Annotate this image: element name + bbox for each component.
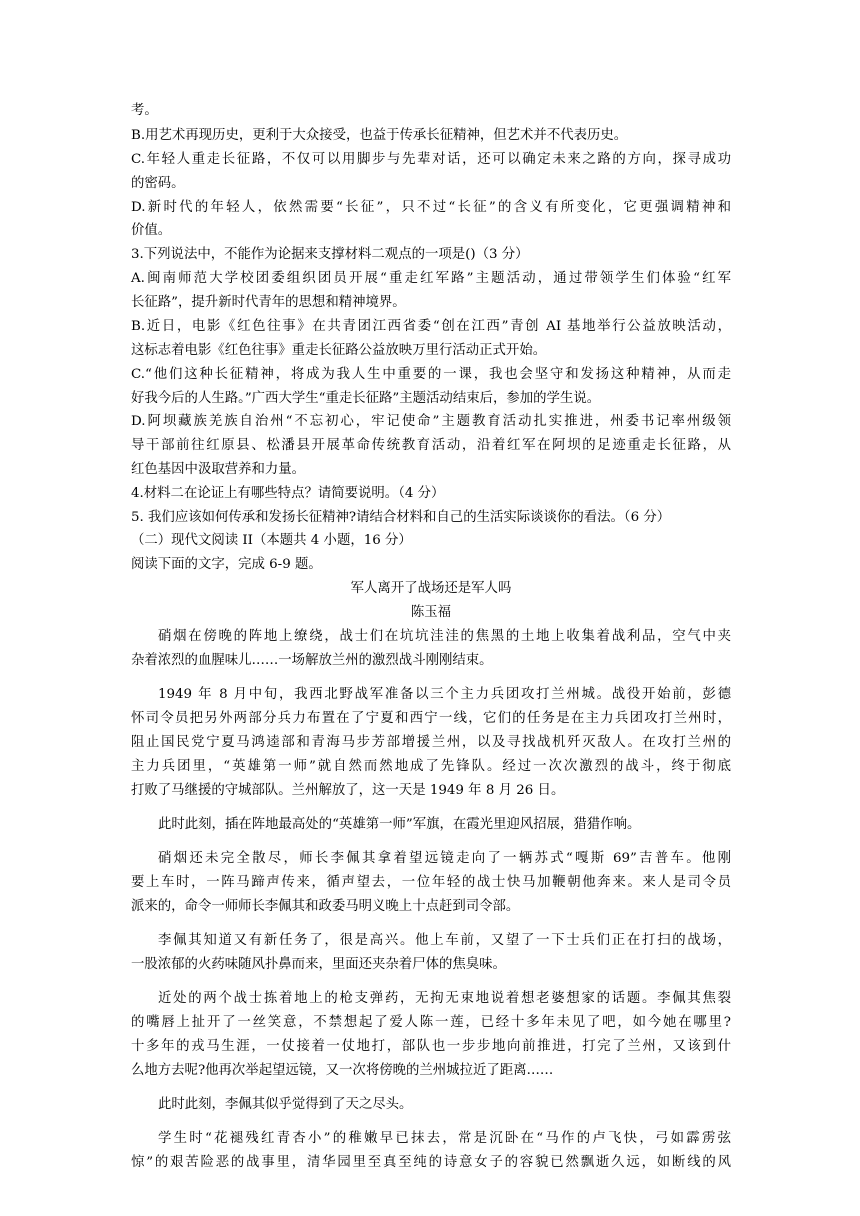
text-line: 红色基因中汲取营养和力量。 [131, 462, 306, 477]
text-line: 这标志着电影《红色往事》重走长征路公益放映万里行活动正式开始。 [131, 343, 547, 358]
paragraph-line: 硝烟在傍晚的阵地上缭绕，战士们在坑坑洼洼的焦黑的土地上收集着战利品，空气中夹 [158, 629, 731, 644]
option-c: C.“他们这种长征精神，将成为我人生中重要的一课，我也会坚守和发扬这种精神，从而走 [131, 367, 731, 382]
instruction: 阅读下面的文字，完成 6-9 题。 [131, 557, 322, 572]
paragraph-line: 十多年的戎马生涯，一仗接着一仗地打，部队也一步步地向前推进，打完了兰州，又该到什 [131, 1039, 731, 1054]
article-author: 陈玉福 [410, 605, 452, 620]
paragraph-line: 惊”的艰苦险恶的战事里，清华园里至真至纯的诗意女子的容貌已然飘逝久远，如断线的风 [131, 1155, 731, 1170]
text-line: 好我今后的人生路。”广西大学生“重走长征路”主题活动结束后，参加的学生说。 [131, 391, 601, 406]
article-title: 军人离开了战场还是军人吗 [350, 581, 512, 596]
text-line: 考。 [131, 103, 158, 118]
question-3: 3.下列说法中，不能作为论据来支撑材料二观点的一项是()（3 分） [131, 247, 529, 262]
option-a: A.闽南师范大学校团委组织团员开展“重走红军路”主题活动，通过带领学生们体验“红军 [131, 271, 731, 286]
text-line: 的密码。 [131, 176, 185, 191]
paragraph-line: 此时此刻，李佩其似乎觉得到了天之尽头。 [158, 1097, 413, 1112]
text-line: 价值。 [131, 223, 172, 238]
paragraph-line: 派来的，命令一师师长李佩其和政委马明义晚上十点赶到司令部。 [131, 899, 520, 914]
option-c: C.年轻人重走长征路，不仅可以用脚步与先辈对话，还可以确定未来之路的方向，探寻成功 [131, 152, 731, 167]
paragraph-line: 阻止国民党宁夏马鸿逵部和青海马步芳部增援兰州，以及寻找战机歼灭敌人。在攻打兰州的 [131, 735, 731, 750]
paragraph-line: 此时此刻，插在阵地最高处的“英雄第一师”军旗，在霞光里迎风招展，猎猎作响。 [158, 817, 641, 832]
paragraph-line: 硝烟还未完全散尽，师长李佩其拿着望远镜走向了一辆苏式“嘎斯 69”吉普车。他刚 [158, 851, 731, 866]
paragraph-line: 么地方去呢?他再次举起望远镜，又一次将傍晚的兰州城拉近了距离…… [131, 1063, 554, 1078]
option-b: B.近日，电影《红色往事》在共青团江西省委“创在江西”青创 AI 基地举行公益放映活动， [131, 319, 731, 334]
paragraph-line: 学生时“花褪残红青杏小”的稚嫩早已抹去，常是沉卧在“马作的卢飞快，弓如霹雳弦 [158, 1131, 731, 1146]
text-line: 导干部前往红原县、松潘县开展革命传统教育活动，沿着红军在阿坝的足迹重走长征路，从 [131, 438, 731, 453]
paragraph-line: 要上车时，一阵马蹄声传来，循声望去，一位年轻的战士快马加鞭朝他奔来。来人是司令员 [131, 875, 731, 890]
paragraph-line: 一股浓郁的火药味随风扑鼻而来，里面还夹杂着尸体的焦臭味。 [131, 957, 506, 972]
paragraph-line: 近处的两个战士拣着地上的枪支弹药，无拘无束地说着想老婆想家的话题。李佩其焦裂 [158, 991, 731, 1006]
question-4: 4.材料二在论证上有哪些特点？请简要说明。（4 分） [131, 486, 445, 501]
section-heading: （二）现代文阅读 II（本题共 4 小题，16 分） [131, 533, 412, 548]
option-d: D.阿坝藏族羌族自治州“不忘初心，牢记使命”主题教育活动扎实推进，州委书记率州级领 [131, 414, 731, 429]
option-d: D.新时代的年轻人，依然需要“长征”，只不过“长征”的含义有所变化，它更强调精神和 [131, 200, 731, 215]
paragraph-line: 杂着浓烈的血腥味儿……一场解放兰州的激烈战斗刚刚结束。 [131, 653, 493, 668]
paragraph-line: 的嘴唇上扯开了一丝笑意，不禁想起了爱人陈一莲，已经十多年未见了吧，如今她在哪里? [131, 1015, 731, 1030]
text-line: 长征路”，提升新时代青年的思想和精神境界。 [131, 295, 406, 310]
option-b: B.用艺术再现历史，更利于大众接受，也益于传承长征精神，但艺术并不代表历史。 [131, 128, 628, 143]
paragraph-line: 1949 年 8 月中旬，我西北野战军准备以三个主力兵团攻打兰州城。战役开始前，彭德 [158, 687, 731, 702]
question-5: 5. 我们应该如何传承和发扬长征精神?请结合材料和自己的生活实际谈谈你的看法。（6 分） [131, 510, 671, 525]
paragraph-line: 怀司令员把另外两部分兵力布置在了宁夏和西宁一线，它们的任务是在主力兵团攻打兰州时， [131, 711, 731, 726]
paragraph-line: 主力兵团里，“英雄第一师”就自然而然地成了先锋队。经过一次次激烈的战斗，终于彻底 [131, 759, 731, 774]
paragraph-line: 打败了马继援的守城部队。兰州解放了，这一天是 1949 年 8 月 26 日。 [131, 783, 565, 798]
paragraph-line: 李佩其知道又有新任务了，很是高兴。他上车前，又望了一下士兵们正在打扫的战场， [158, 933, 731, 948]
